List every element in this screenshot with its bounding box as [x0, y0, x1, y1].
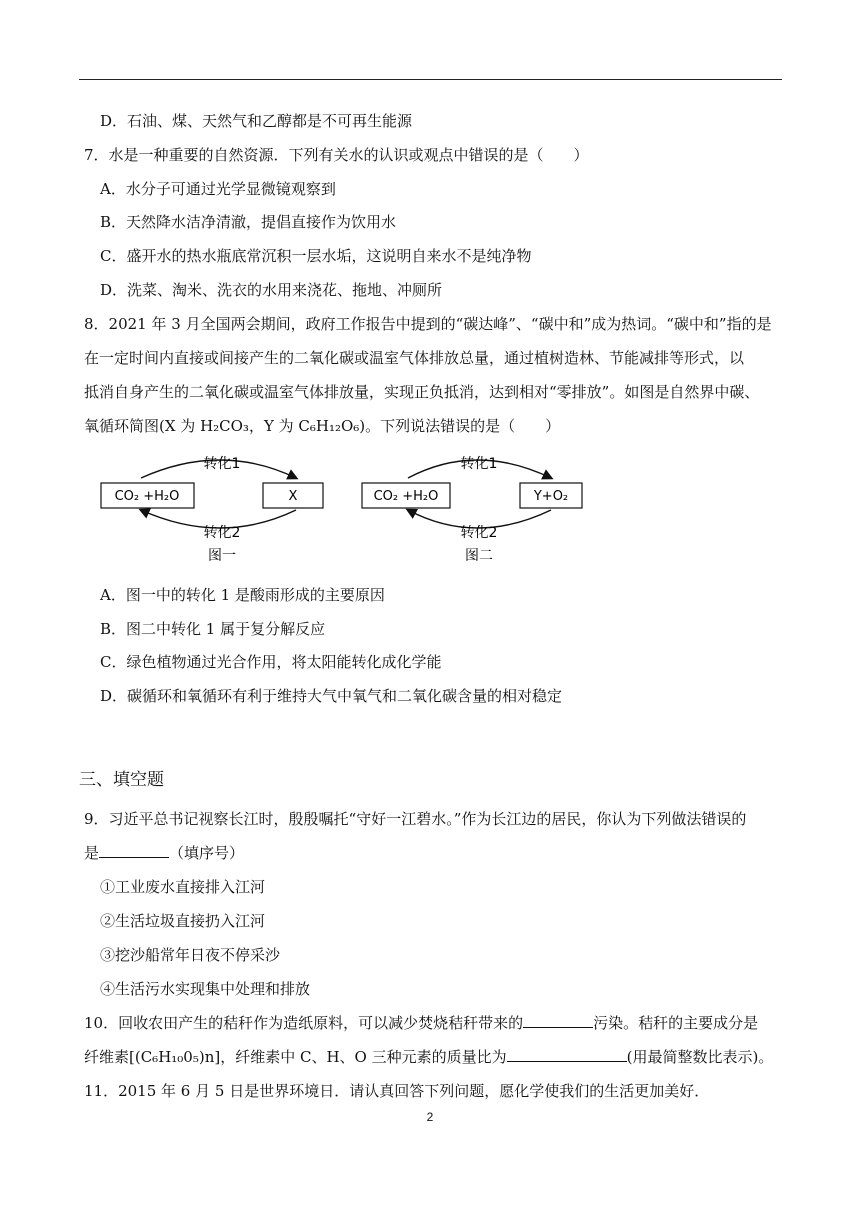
- q10-answer-blank-1[interactable]: [523, 1013, 593, 1028]
- fig1-left-box-label: CO₂ +H₂O: [114, 489, 180, 504]
- fig1-bottom-label: 转化2: [203, 525, 241, 541]
- fig1-top-label: 转化1: [203, 456, 241, 472]
- q9-answer-blank[interactable]: [99, 843, 169, 858]
- q10-answer-blank-2[interactable]: [507, 1047, 627, 1062]
- q9-item-1: ①工业废水直接排入江河: [100, 878, 266, 896]
- fig1-caption: 图一: [208, 548, 236, 564]
- header-rule: [79, 79, 782, 80]
- page-number: 2: [426, 1110, 434, 1124]
- q9-line2-suffix: （填序号）: [169, 844, 245, 862]
- q10-line2-prefix: 纤维素[(C₆H₁₀0₅)n]，纤维素中 C、H、O 三种元素的质量比为: [84, 1048, 507, 1066]
- q10-line-1: [84, 1013, 758, 1033]
- q6-option-d: D．石油、煤、天然气和乙醇都是不可再生能源: [100, 112, 413, 130]
- fig2-top-label: 转化1: [460, 456, 498, 472]
- q8-option-b: B．图二中转化 1 属于复分解反应: [100, 620, 326, 638]
- fig2-caption: 图二: [465, 548, 493, 564]
- q7-stem: 7．水是一种重要的自然资源．下列有关水的认识或观点中错误的是（ ）: [84, 146, 589, 164]
- q7-option-d: D．洗菜、淘米、洗衣的水用来浇花、拖地、冲厕所: [100, 281, 443, 299]
- q10-line1-prefix: 10．回收农田产生的秸秆作为造纸原料，可以减少焚烧秸秆带来的: [84, 1014, 524, 1032]
- q9-item-2: ②生活垃圾直接扔入江河: [100, 912, 266, 930]
- q7-option-c: C．盛开水的热水瓶底常沉积一层水垢，这说明自来水不是纯净物: [100, 247, 532, 265]
- q9-item-4: ④生活污水实现集中处理和排放: [100, 980, 311, 998]
- section-heading-fill-in: 三、填空题: [79, 770, 164, 790]
- q9-stem-line-1: 9．习近平总书记视察长江时，殷殷嘱托“守好一江碧水。”作为长江边的居民，你认为下列做法错误的: [84, 810, 747, 828]
- q8-stem-line-4: 氧循环简图(X 为 H₂CO₃，Y 为 C₆H₁₂O₆)。下列说法错误的是（ ）: [84, 417, 561, 435]
- figure-1: [101, 456, 323, 564]
- q7-option-a: A．水分子可通过光学显微镜观察到: [100, 180, 336, 198]
- carbon-oxygen-cycle-diagram: [96, 450, 596, 575]
- q10-line2-suffix: (用最简整数比表示)。: [626, 1048, 774, 1066]
- q8-option-d: D．碳循环和氧循环有利于维持大气中氧气和二氧化碳含量的相对稳定: [100, 687, 563, 705]
- q9-item-3: ③挖沙船常年日夜不停采沙: [100, 946, 281, 964]
- q8-stem-line-1: 8．2021 年 3 月全国两会期间，政府工作报告中提到的“碳达峰”、“碳中和”成为热词。“碳中和”指的是: [84, 315, 772, 333]
- q10-line-2: [84, 1047, 773, 1067]
- figure-2: [362, 456, 582, 564]
- q8-stem-line-3: 抵消自身产生的二氧化碳或温室气体排放量，实现正负抵消，达到相对“零排放”。如图是自然界中碳、: [84, 383, 760, 401]
- q9-stem-line-2: [84, 843, 244, 863]
- fig1-right-box-label: X: [288, 489, 298, 504]
- q7-option-b: B．天然降水洁净清澈，提倡直接作为饮用水: [100, 213, 397, 231]
- q8-option-c: C．绿色植物通过光合作用，将太阳能转化成化学能: [100, 653, 442, 671]
- fig2-right-box-label: Y+O₂: [533, 489, 569, 504]
- q11-stem: 11．2015 年 6 月 5 日是世界环境日．请认真回答下列问题，愿化学使我们的生活更加美好．: [84, 1082, 710, 1100]
- fig2-bottom-label: 转化2: [460, 525, 498, 541]
- q8-option-a: A．图一中的转化 1 是酸雨形成的主要原因: [100, 586, 385, 604]
- fig2-left-box-label: CO₂ +H₂O: [373, 489, 439, 504]
- q8-stem-line-2: 在一定时间内直接或间接产生的二氧化碳或温室气体排放总量，通过植树造林、节能减排等形式，以: [84, 349, 745, 367]
- q9-line2-prefix: 是: [84, 844, 100, 862]
- q10-line1-suffix: 污染。秸秆的主要成分是: [593, 1014, 759, 1032]
